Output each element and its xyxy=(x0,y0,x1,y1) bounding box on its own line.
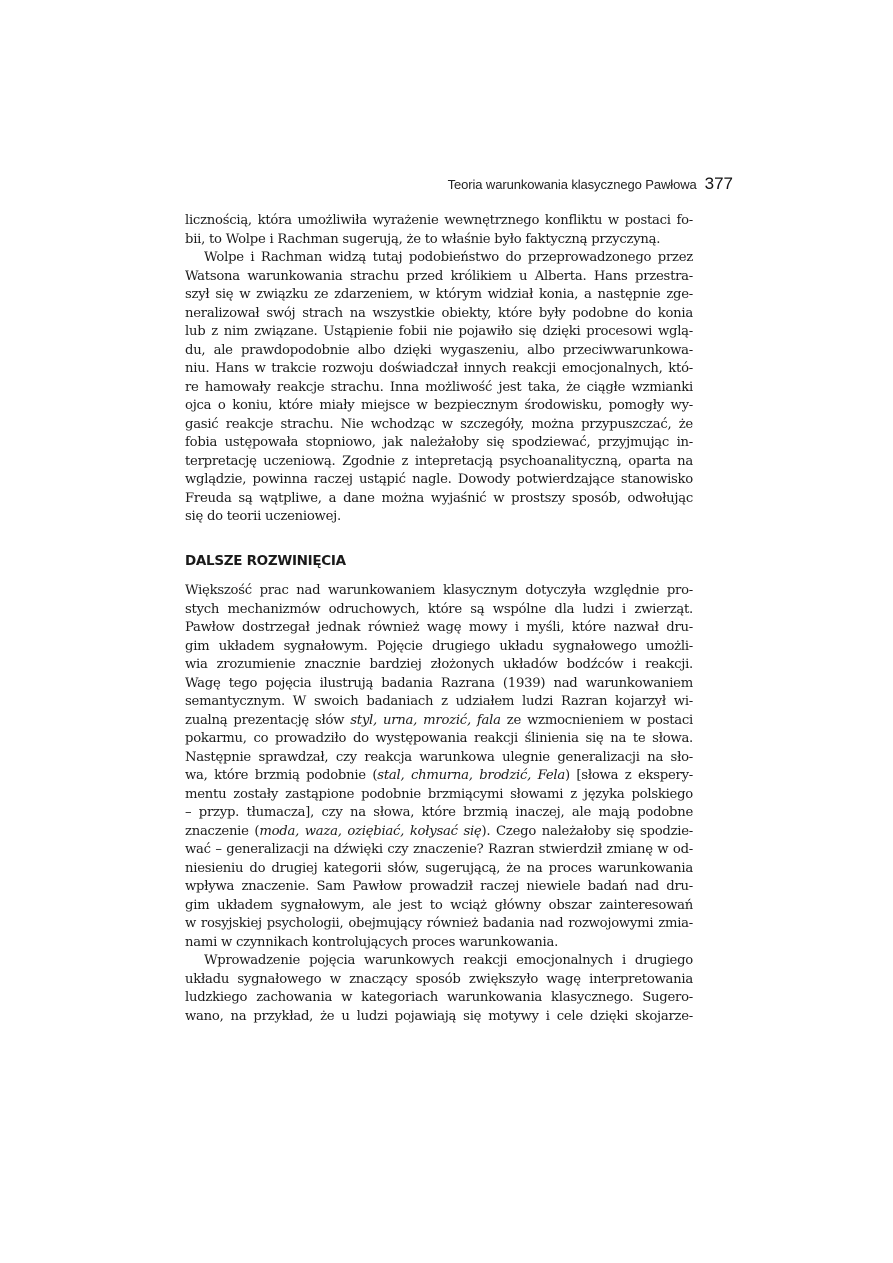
text-run: znaczenie ( xyxy=(185,823,260,839)
text-line: się do teorii uczeniowej. xyxy=(185,509,341,524)
running-head-title: Teoria warunkowania klasycznego Pawłowa xyxy=(447,177,697,192)
text-line: ludzkiego zachowania w kategoriach warunkowania klasycznego. Sugero- xyxy=(185,990,693,1005)
text-line: stych mechanizmów odruchowych, które są wspólne dla ludzi i zwierząt. xyxy=(185,601,693,617)
text-line: w rosyjskiej psychologii, obejmujący również badania nad rozwojowymi zmia- xyxy=(185,916,693,931)
text-line: wać – generalizacji na dźwięki czy znaczenie? Razran stwierdził zmianę w od- xyxy=(185,842,693,857)
running-head xyxy=(185,174,733,194)
text-line: gim układem sygnałowym, ale jest to wciąż główny obszar zainteresowań xyxy=(185,897,693,913)
text-line: mentu zostały zastąpione podobnie brzmiącymi słowami z języka polskiego xyxy=(185,786,693,802)
section-body-1 xyxy=(185,212,693,527)
text-line: licznością, która umożliwiła wyrażenie wewnętrznego konfliktu w postaci fo- xyxy=(185,213,693,228)
italic-word-list: moda, waza, oziębiać, kołysać się xyxy=(259,823,482,839)
text-run: zualną prezentację słów xyxy=(185,712,351,728)
section-body-2 xyxy=(185,582,693,1026)
text-run: ze wzmocnieniem w postaci xyxy=(500,712,694,728)
text-line: szył się w związku ze zdarzeniem, w którym widział konia, a następnie zge- xyxy=(185,287,693,302)
text-line: Większość prac nad warunkowaniem klasycznym dotyczyła względnie pro- xyxy=(185,583,693,598)
text-run: wa, które brzmią podobnie ( xyxy=(185,768,378,783)
page-number: 377 xyxy=(704,174,733,193)
text-line: lub z nim związane. Ustąpienie fobii nie pojawiło się dzięki procesowi wglą- xyxy=(185,324,693,339)
text-line: nami w czynnikach kontrolujących proces warunkowania. xyxy=(185,934,559,950)
text-line: Następnie sprawdzał, czy reakcja warunkowa ulegnie generalizacji na sło- xyxy=(185,749,693,765)
text-line: wia zrozumienie znacznie bardziej złożonych układów bodźców i reakcji. xyxy=(185,657,693,672)
text-line xyxy=(185,712,693,731)
text-line: bii, to Wolpe i Rachman sugerują, że to właśnie było faktyczną przyczyną. xyxy=(185,231,661,247)
text-line: gim układem sygnałowym. Pojęcie drugiego układu sygnałowego umożli- xyxy=(185,638,693,654)
text-line: Freuda są wątpliwe, a dane można wyjaśnić w prostszy sposób, odwołując xyxy=(185,490,693,506)
section-heading: DALSZE ROZWINIĘCIA xyxy=(185,553,346,569)
text-line: Pawłow dostrzegał jednak również wagę mowy i myśli, które nazwał dru- xyxy=(185,620,693,635)
text-run: ). Czego należałoby się spodzie- xyxy=(481,823,694,839)
text-line: Wagę tego pojęcia ilustrują badania Razrana (1939) nad warunkowaniem xyxy=(185,675,693,691)
text-line: wglądzie, powinna raczej ustąpić nagle. Dowody potwierdzające stanowisko xyxy=(185,472,693,487)
text-line: wpływa znaczenie. Sam Pawłow prowadził raczej niewiele badań nad dru- xyxy=(185,879,693,894)
text-line: semantycznym. W swoich badaniach z udziałem ludzi Razran kojarzył wi- xyxy=(185,694,693,709)
text-line: re hamowały reakcje strachu. Inna możliwość jest taka, że ciągłe wzmianki xyxy=(185,379,693,395)
italic-word-list: stal, chmurna, brodzić, Fela xyxy=(377,768,565,783)
text-line: Wprowadzenie pojęcia warunkowych reakcji emocjonalnych i drugiego xyxy=(204,953,693,968)
text-line: Watsona warunkowania strachu przed królikiem u Alberta. Hans przestra- xyxy=(185,268,693,284)
text-line xyxy=(185,823,693,842)
text-line: fobia ustępowała stopniowo, jak należałoby się spodziewać, przyjmując in- xyxy=(185,435,693,450)
text-line: du, ale prawdopodobnie albo dzięki wygaszeniu, albo przeciwwarunkowa- xyxy=(185,342,693,358)
text-line: ojca o koniu, które miały miejsce w bezpiecznym środowisku, pomogły wy- xyxy=(185,398,693,413)
text-line: gasić reakcje strachu. Nie wchodząc w szczegóły, można przypuszczać, że xyxy=(185,416,693,432)
text-line xyxy=(185,767,693,786)
text-line: terpretację uczeniową. Zgodnie z intepretacją psychoanalityczną, oparta na xyxy=(185,453,693,469)
text-line: neralizował swój strach na wszystkie obiekty, które były podobne do konia xyxy=(185,305,693,321)
text-line: układu sygnałowego w znaczący sposób zwiększyło wagę interpretowania xyxy=(185,971,693,987)
text-line: niu. Hans w trakcie rozwoju doświadczał innych reakcji emocjonalnych, któ- xyxy=(185,361,693,376)
text-line: pokarmu, co prowadziło do występowania reakcji ślinienia się na te słowa. xyxy=(185,731,693,746)
text-line: Wolpe i Rachman widzą tutaj podobieństwo do przeprowadzonego przez xyxy=(204,250,693,265)
text-line: – przyp. tłumacza], czy na słowa, które brzmią inaczej, ale mają podobne xyxy=(185,805,693,820)
text-run: ) [słowa z ekspery- xyxy=(564,768,694,783)
text-line: niesieniu do drugiej kategorii słów, sugerującą, że na proces warunkowania xyxy=(185,860,693,876)
text-line: wano, na przykład, że u ludzi pojawiają się motywy i cele dzięki skojarze- xyxy=(185,1008,693,1024)
italic-word-list: styl, urna, mrozić, fala xyxy=(350,712,501,728)
